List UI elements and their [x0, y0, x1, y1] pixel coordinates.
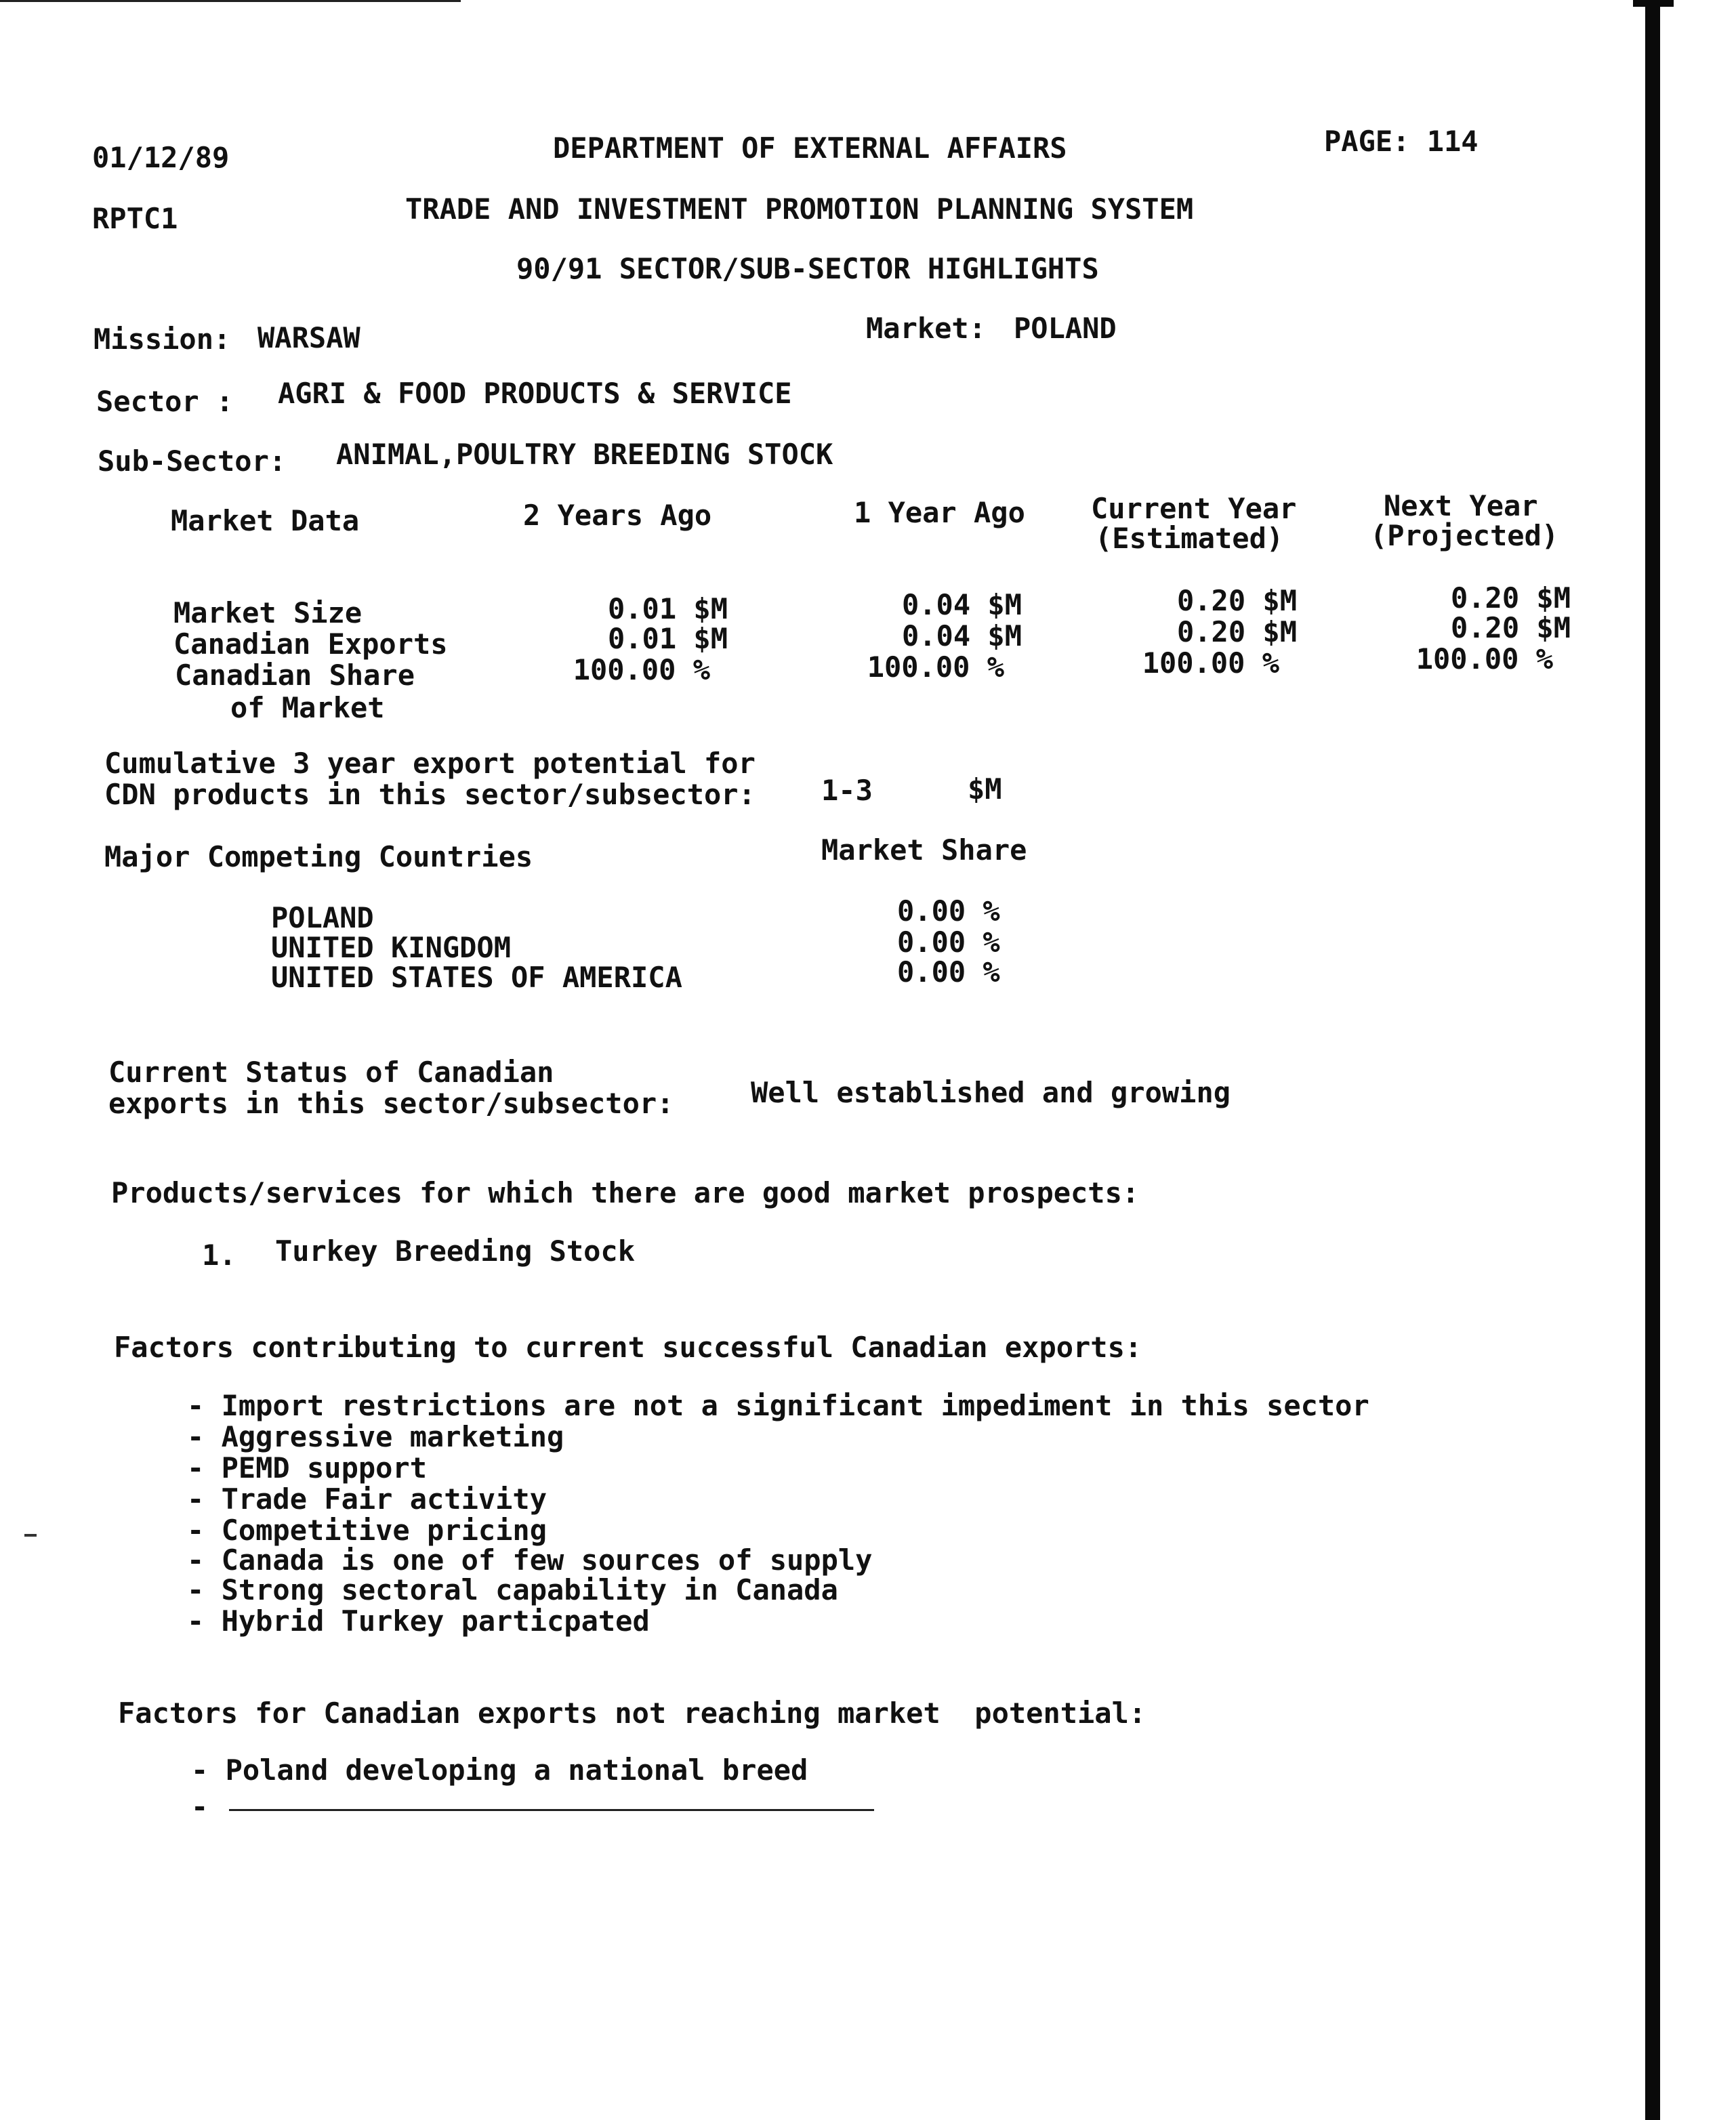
table-header-next-year: Next Year [1384, 489, 1538, 522]
competitor-country: POLAND [271, 901, 374, 934]
report-code: RPTC1 [92, 202, 178, 235]
department-title: DEPARTMENT OF EXTERNAL AFFAIRS [553, 131, 1067, 165]
status-value: Well established and growing [751, 1076, 1231, 1109]
row-label-market-size: Market Size [173, 596, 363, 629]
status-line1: Current Status of Canadian [108, 1056, 554, 1089]
subsector-value: ANIMAL,POULTRY BREEDING STOCK [336, 438, 833, 471]
list-item: - Hybrid Turkey particpated [187, 1604, 650, 1638]
table-header-market-data: Market Data [171, 504, 360, 537]
table-header-current-year: Current Year [1091, 492, 1297, 525]
list-item: - Poland developing a national breed [191, 1753, 808, 1787]
scan-mark [24, 1534, 37, 1537]
cell-value: 100.00 % [867, 650, 1004, 684]
market-value: POLAND [1014, 312, 1117, 345]
cell-value: 0.01 $M [607, 592, 728, 625]
list-item: - Import restrictions are not a significant impediment in this sector [187, 1389, 1369, 1422]
system-title: TRADE AND INVESTMENT PROMOTION PLANNING SYSTEM [405, 192, 1194, 226]
cell-value: 0.04 $M [901, 619, 1022, 652]
cell-value: 100.00 % [1142, 646, 1279, 680]
row-label-canadian-exports: Canadian Exports [173, 627, 448, 661]
scan-edge-cap [1633, 0, 1674, 7]
list-item: - [191, 1790, 209, 1823]
list-item: - Strong sectoral capability in Canada [187, 1573, 838, 1606]
status-line2: exports in this sector/subsector: [108, 1087, 674, 1120]
mission-label: Mission: [94, 323, 231, 356]
prospect-number: 1. [202, 1239, 236, 1272]
list-item: - Canada is one of few sources of supply [187, 1543, 873, 1577]
cell-value: 0.20 $M [1176, 584, 1297, 617]
cell-value: 100.00 % [1415, 642, 1553, 676]
cell-value: 0.20 $M [1450, 611, 1571, 644]
market-share-heading: Market Share [821, 833, 1027, 867]
prospects-heading: Products/services for which there are good market prospects: [111, 1176, 1140, 1209]
list-item: - Aggressive marketing [187, 1420, 564, 1453]
sector-label: Sector : [96, 385, 234, 418]
market-label: Market: [866, 312, 987, 345]
top-edge-rule [0, 0, 461, 2]
row-label-canadian-share: Canadian Share [175, 659, 415, 692]
potential-unit: $M [968, 772, 1002, 806]
report-title: 90/91 SECTOR/SUB-SECTOR HIGHLIGHTS [516, 252, 1099, 285]
potential-value: 1-3 [821, 774, 873, 807]
competitor-share: 0.00 % [897, 955, 1000, 989]
blank-fill-line [229, 1809, 874, 1811]
list-item: - Competitive pricing [187, 1514, 547, 1547]
table-header-estimated: (Estimated) [1095, 522, 1284, 555]
competitor-country: UNITED KINGDOM [271, 931, 512, 964]
competitor-share: 0.00 % [897, 926, 1000, 959]
competitor-country: UNITED STATES OF AMERICA [271, 961, 682, 994]
cell-value: 0.20 $M [1450, 581, 1571, 615]
subsector-label: Sub-Sector: [98, 444, 287, 478]
cell-value: 0.04 $M [901, 588, 1022, 621]
table-header-1-year-ago: 1 Year Ago [854, 496, 1025, 529]
sector-value: AGRI & FOOD PRODUCTS & SERVICE [278, 377, 792, 410]
mission-value: WARSAW [257, 321, 360, 354]
potential-line2: CDN products in this sector/subsector: [104, 778, 756, 811]
success-factors-heading: Factors contributing to current successful Canadian exports: [114, 1331, 1142, 1364]
list-item: - Trade Fair activity [187, 1482, 547, 1516]
potential-line1: Cumulative 3 year export potential for [104, 747, 756, 780]
table-header-2-years-ago: 2 Years Ago [523, 499, 712, 532]
row-label-of-market: of Market [230, 691, 385, 724]
table-header-projected: (Projected) [1370, 519, 1559, 552]
report-date: 01/12/89 [92, 141, 230, 174]
page-number: PAGE: 114 [1324, 125, 1479, 158]
cell-value: 100.00 % [573, 653, 710, 686]
prospect-text: Turkey Breeding Stock [275, 1234, 636, 1268]
competitor-share: 0.00 % [897, 894, 1000, 928]
list-item: - PEMD support [187, 1451, 428, 1484]
cell-value: 0.20 $M [1176, 615, 1297, 648]
cell-value: 0.01 $M [607, 622, 728, 655]
scan-edge-bar [1645, 0, 1660, 2120]
competitors-heading: Major Competing Countries [104, 840, 533, 873]
shortfall-factors-heading: Factors for Canadian exports not reaching market potential: [118, 1697, 1146, 1730]
